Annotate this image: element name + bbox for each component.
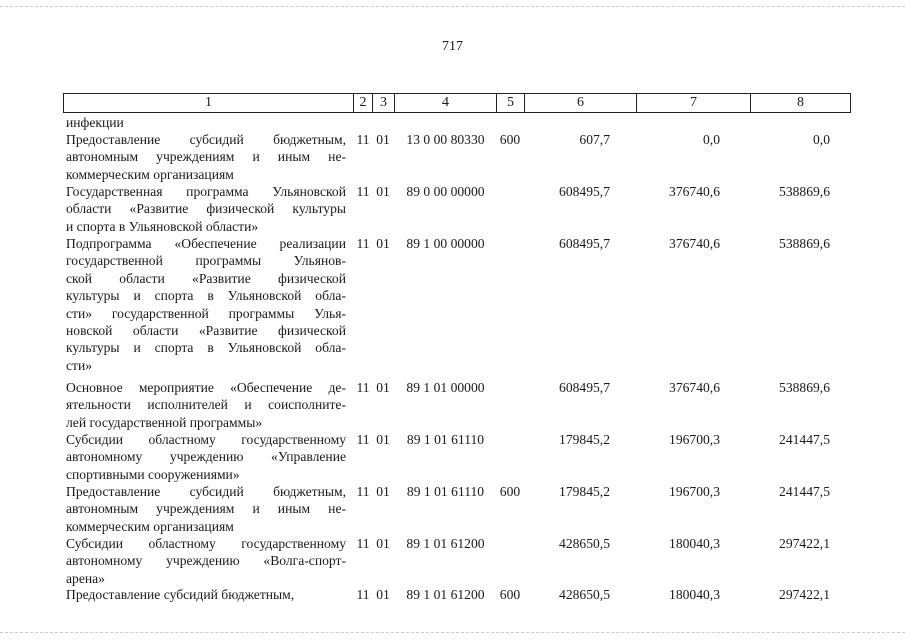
description-line: спортивными сооружениями» [66, 466, 240, 482]
cell-col-3: 01 [376, 432, 390, 447]
description-line: Государственная программа Ульяновской [66, 184, 346, 199]
cell-col-7: 180040,3 [669, 587, 720, 602]
cell-col-8: 241447,5 [779, 484, 830, 499]
description-line: инфекции [66, 115, 124, 130]
cell-col-5: 600 [499, 484, 521, 499]
cell-col-3: 01 [376, 380, 390, 395]
description-line: области «Развитие физической культуры [66, 201, 346, 217]
cell-col-6: 608495,7 [559, 380, 610, 395]
description-line: Основное мероприятие «Обеспечение де- [66, 380, 346, 395]
description-line: арена» [66, 570, 105, 586]
cell-col-6: 179845,2 [559, 432, 610, 447]
description-line: автономному учреждению «Управление [66, 449, 346, 465]
cell-col-2: 11 [356, 484, 370, 499]
cell-col-8: 538869,6 [779, 184, 830, 199]
cell-col-2: 11 [356, 432, 370, 447]
row-description [66, 535, 346, 587]
description-line: ятельности исполнителей и соисполните- [66, 397, 346, 413]
cell-col-7: 196700,3 [669, 484, 720, 499]
description-line: автономному учреждению «Волга-спорт- [66, 553, 346, 569]
row-description [66, 379, 346, 431]
header-col-1: 1 [64, 94, 354, 112]
row-description [66, 183, 346, 235]
description-line: Субсидии областному государственному [66, 432, 346, 447]
page-number: 717 [442, 39, 463, 54]
description-line: автономным учреждениям и иным не- [66, 501, 346, 517]
cell-col-4 [397, 114, 494, 131]
row-description [66, 483, 346, 535]
cell-col-2: 11 [356, 132, 370, 147]
cell-col-7: 376740,6 [669, 184, 720, 199]
header-col-3: 3 [373, 94, 395, 112]
cell-col-8: 0,0 [813, 132, 830, 147]
description-line: сти» [66, 357, 93, 373]
cell-col-6: 608495,7 [559, 236, 610, 251]
cell-col-4: 89 0 00 00000 [406, 184, 485, 199]
cell-col-8: 538869,6 [779, 236, 830, 251]
cell-col-5 [497, 379, 523, 396]
header-col-6: 6 [525, 94, 637, 112]
cell-col-7: 180040,3 [669, 536, 720, 551]
cell-col-3: 01 [376, 132, 390, 147]
description-line: ской области «Развитие физической [66, 270, 346, 286]
cell-col-6: 179845,2 [559, 484, 610, 499]
cell-col-8 [750, 114, 830, 131]
cell-col-4: 89 1 01 00000 [406, 380, 485, 395]
cell-col-4: 13 0 00 80330 [406, 132, 485, 147]
cell-col-4: 89 1 01 61200 [406, 536, 485, 551]
row-description [66, 586, 346, 603]
description-line: Предоставление субсидий бюджетным, [66, 484, 346, 499]
cell-col-5 [497, 235, 523, 252]
description-line: коммерческим организациям [66, 518, 234, 534]
description-line: культуры и спорта в Ульяновской обла- [66, 288, 346, 304]
cell-col-8: 297422,1 [779, 536, 830, 551]
cell-col-6 [530, 114, 610, 131]
row-description [66, 114, 346, 131]
header-col-2: 2 [354, 94, 373, 112]
cell-col-6: 428650,5 [559, 587, 610, 602]
cell-col-3: 01 [376, 536, 390, 551]
cell-col-7: 196700,3 [669, 432, 720, 447]
cell-col-2: 11 [356, 587, 370, 602]
description-line: автономным учреждениям и иным не- [66, 149, 346, 165]
cell-col-4: 89 1 01 61110 [406, 484, 485, 499]
cell-col-3: 01 [376, 236, 390, 251]
cell-col-5 [497, 535, 523, 552]
cell-col-3: 01 [376, 484, 390, 499]
cell-col-2: 11 [356, 380, 370, 395]
cell-col-6: 607,7 [579, 132, 610, 147]
row-description [66, 235, 346, 374]
cell-col-3 [374, 114, 392, 131]
cell-col-4: 89 1 01 61110 [406, 432, 485, 447]
cell-col-7: 376740,6 [669, 236, 720, 251]
description-line: коммерческим организациям [66, 166, 234, 182]
cell-col-5: 600 [499, 587, 521, 602]
row-description [66, 431, 346, 483]
header-col-8: 8 [797, 95, 804, 110]
description-line: Субсидии областному государственному [66, 536, 346, 551]
scan-edge-bottom [0, 632, 905, 634]
table-header [63, 93, 851, 113]
cell-col-6: 428650,5 [559, 536, 610, 551]
description-line: лей государственной программы» [66, 414, 263, 430]
header-col-5: 5 [497, 94, 525, 112]
header-col-7: 7 [637, 94, 751, 112]
cell-col-5 [497, 114, 523, 131]
description-line: новской области «Развитие физической [66, 322, 346, 338]
cell-col-7: 376740,6 [669, 380, 720, 395]
header-col-4: 4 [395, 94, 497, 112]
description-line: государственной программы Ульянов- [66, 253, 346, 269]
description-line: Предоставление субсидий бюджетным, [66, 132, 346, 147]
cell-col-6: 608495,7 [559, 184, 610, 199]
description-line: и спорта в Ульяновской области» [66, 218, 259, 234]
cell-col-4: 89 1 01 61200 [406, 587, 485, 602]
cell-col-5 [497, 183, 523, 200]
description-line: Предоставление субсидий бюджетным, [66, 587, 295, 602]
cell-col-7: 0,0 [703, 132, 720, 147]
cell-col-2 [355, 114, 371, 131]
scan-edge-top [0, 6, 905, 8]
cell-col-5 [497, 431, 523, 448]
cell-col-5: 600 [499, 132, 521, 147]
row-description [66, 131, 346, 183]
cell-col-8: 241447,5 [779, 432, 830, 447]
description-line: сти» государственной программы Улья- [66, 305, 346, 321]
description-line: культуры и спорта в Ульяновской обла- [66, 340, 346, 356]
cell-col-4: 89 1 00 00000 [406, 236, 485, 251]
cell-col-7 [640, 114, 720, 131]
cell-col-2: 11 [356, 536, 370, 551]
cell-col-3: 01 [376, 184, 390, 199]
cell-col-2: 11 [356, 236, 370, 251]
cell-col-8: 538869,6 [779, 380, 830, 395]
cell-col-2: 11 [356, 184, 370, 199]
cell-col-3: 01 [376, 587, 390, 602]
description-line: Подпрограмма «Обеспечение реализации [66, 236, 346, 251]
cell-col-8: 297422,1 [779, 587, 830, 602]
